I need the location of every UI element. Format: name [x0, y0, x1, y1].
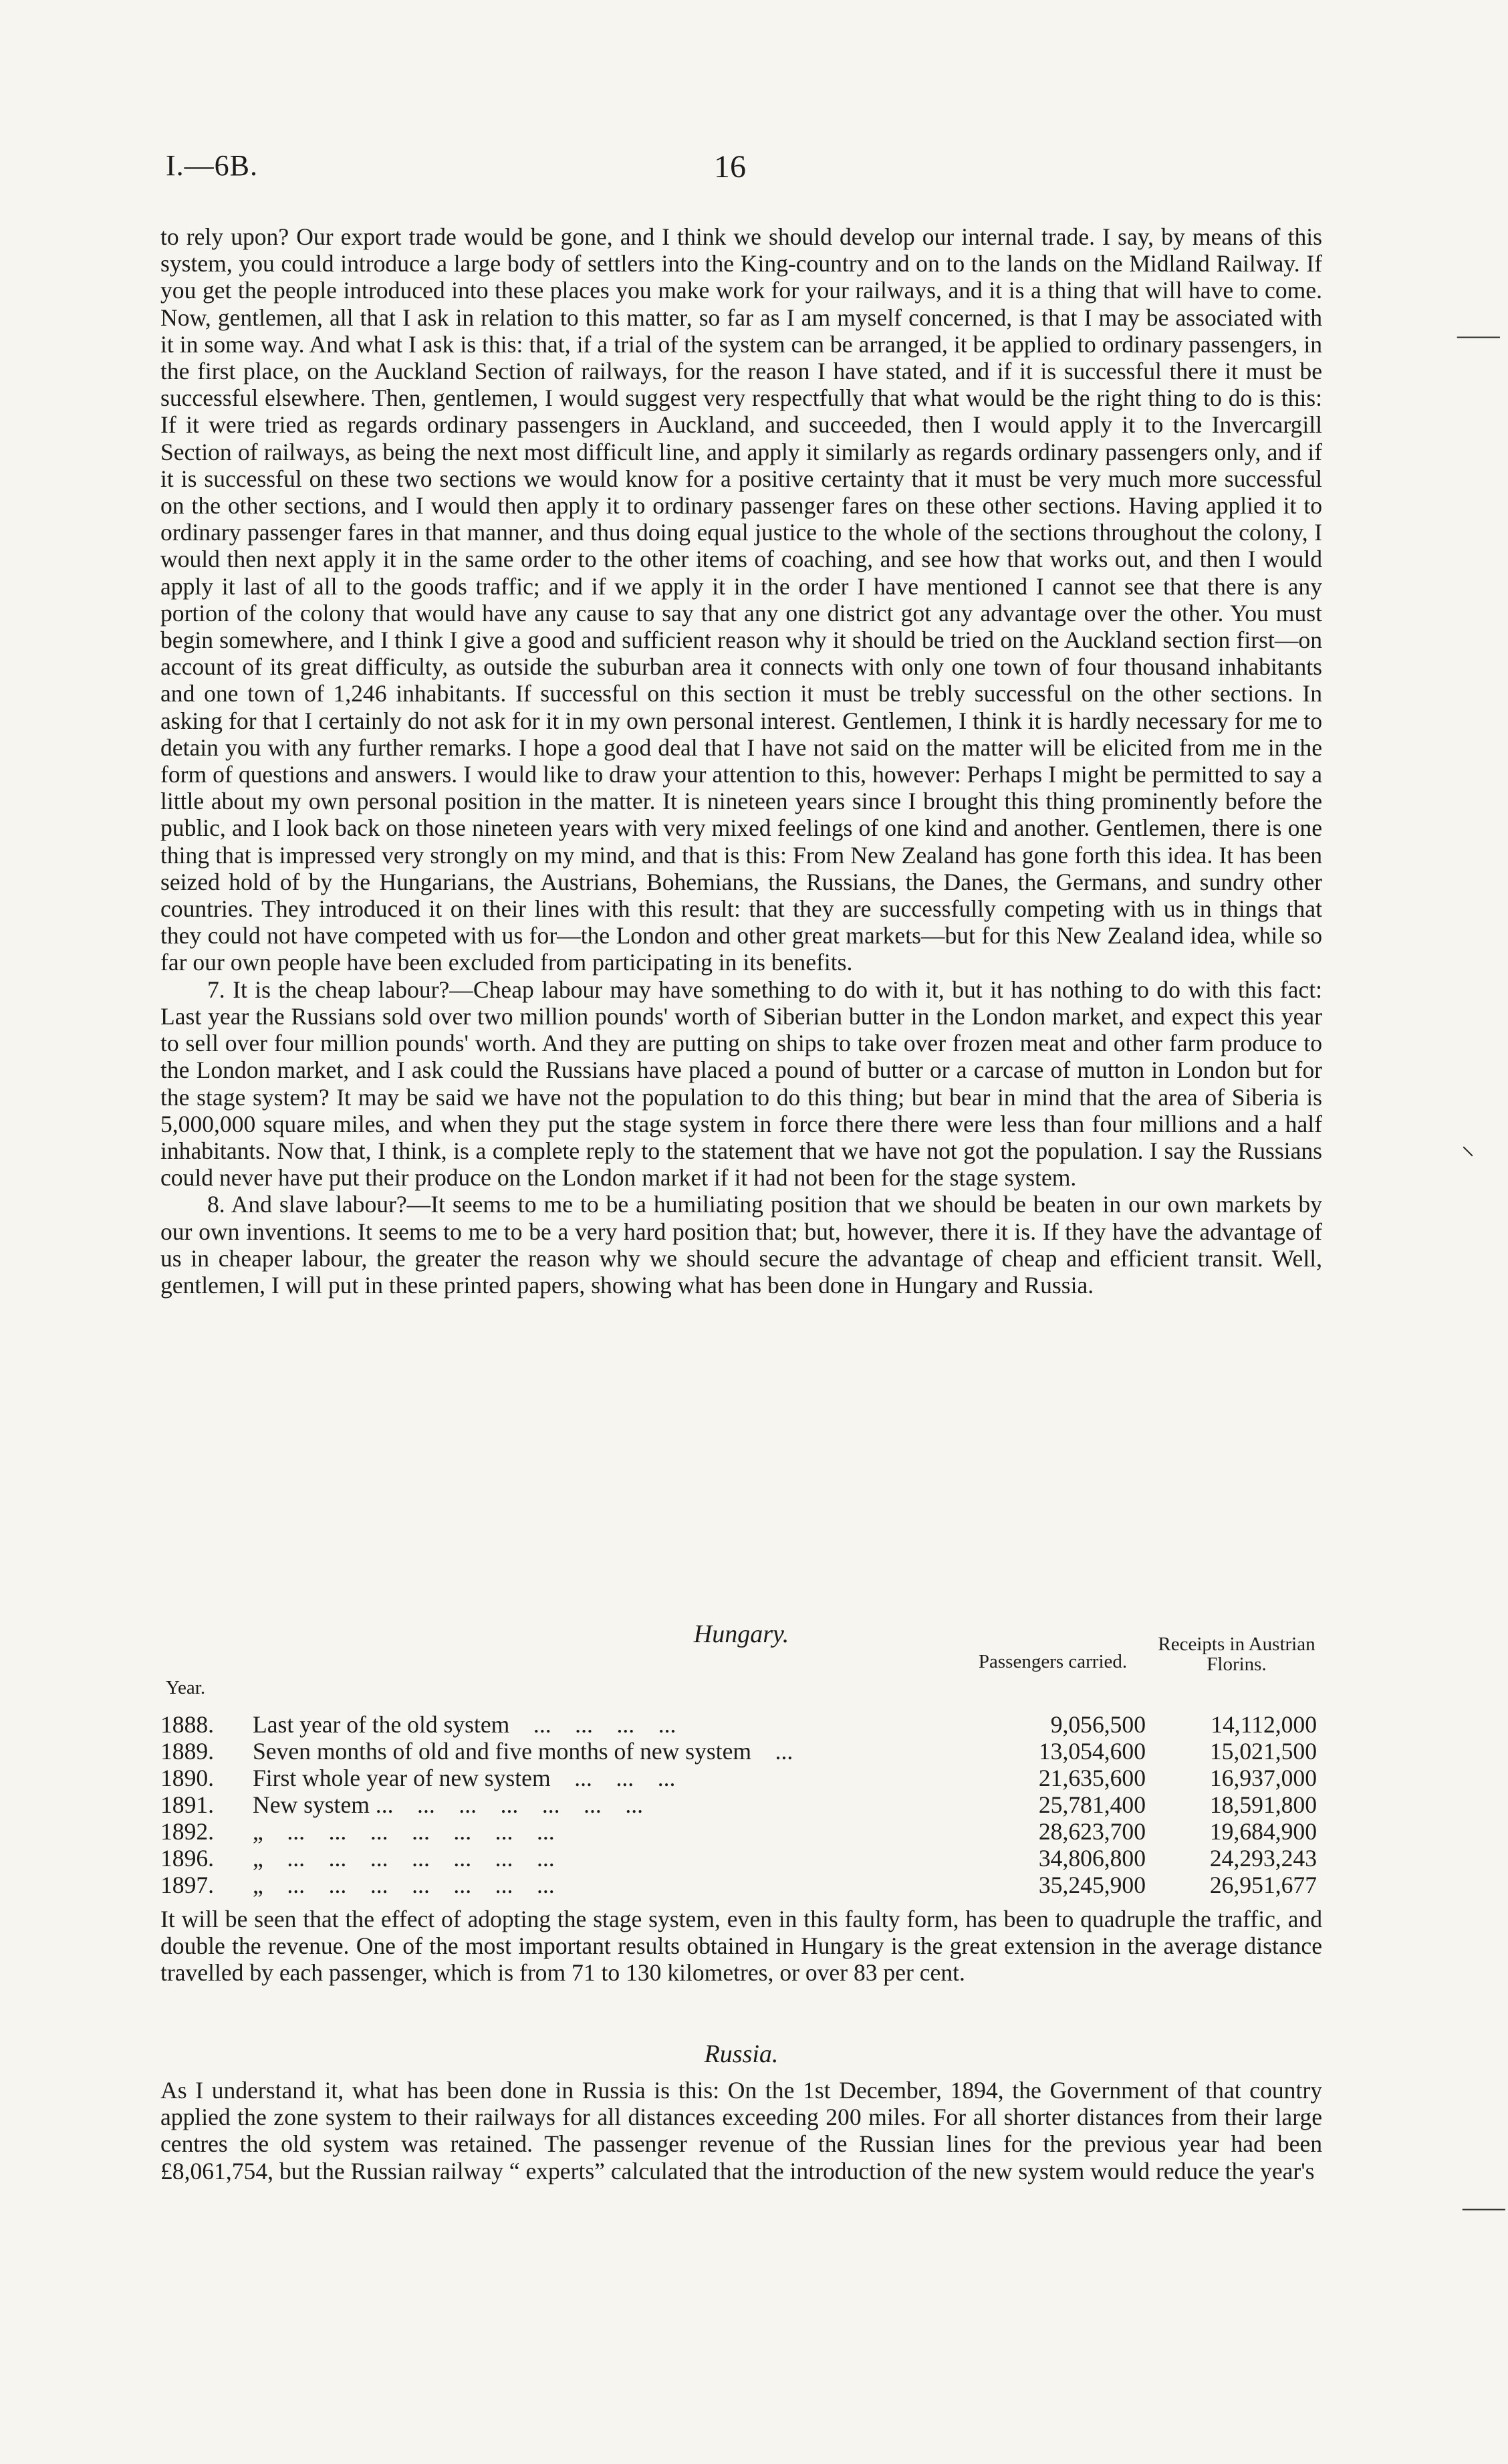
row-passengers: 25,781,400 — [1038, 1791, 1146, 1818]
row-year: 1889. — [160, 1738, 215, 1765]
paragraph-8: 8. And slave labour?—It seems to me to be a humiliating position that we should be beaten in our own markets by our own inventions. It seems to me to be a very hard position that; but, however, there it is. If they have the advantage of us in cheaper labour, the greater the reason why we should secure the advantage of cheap and efficient transit. Well, gentlemen, I will put in these printed papers, showing what has been done in Hungary and Russia. — [160, 1191, 1322, 1299]
row-year: 1897. — [160, 1872, 215, 1898]
row-description: First whole year of new system ... ... ... — [253, 1765, 676, 1791]
row-year: 1888. — [160, 1711, 215, 1738]
hungary-heading: Hungary. — [693, 1620, 789, 1648]
row-passengers: 28,623,700 — [1038, 1818, 1146, 1845]
row-description: „ ... ... ... ... ... ... ... — [253, 1845, 555, 1872]
table-row — [160, 1817, 1324, 1844]
page-number: 16 — [714, 149, 746, 185]
row-passengers: 35,245,900 — [1038, 1872, 1146, 1898]
margin-mark-icon: ⸺ — [1461, 2193, 1507, 2223]
row-receipts: 26,951,677 — [1209, 1872, 1317, 1898]
hungary-summary: It will be seen that the effect of adopting the stage system, even in this faulty form, has been to quadruple the traffic, and double the revenue. One of the most important results obtained in Hungary is the great extension in the average distance travelled by each passenger, which is from 71 to 130 kilometres, or over 83 per cent. — [160, 1906, 1322, 1987]
row-year: 1896. — [160, 1845, 215, 1872]
paragraph-continuation: to rely upon? Our export trade would be gone, and I think we should develop our internal trade. I say, by means of this system, you could introduce a large body of settlers into the King-country and on to the lands on the Midland Railway. If you get the people introduced into these places you make work for your railways, and it is a thing that will have to come. Now, gentlemen, all that I ask in relation to this matter, so far as I am myself concerned, is that I may be associated with it in some way. And what I ask is this: that, if a trial of the system can be arranged, it be applied to ordinary passengers, in the first place, on the Auckland Section of railways, for the reason I have stated, and if it is successful there it must be successful elsewhere. Then, gentlemen, I would suggest very respectfully that what would be the right thing to do is this: If it were tried as regards ordinary passengers in Auckland, and succeeded, then I would apply it to the Invercargill Section of railways, as being the next most difficult line, and apply it similarly as regards ordinary passengers only, and if it is successful on these two sections we would know for a positive certainty that it must be very much more successful on the other sections, and I would then apply it to ordinary passenger fares on these other sections. Having applied it to ordinary passenger fares in that manner, and thus doing equal justice to the whole of the sections throughout the colony, I would then next apply it in the same order to the other items of coaching, and see how that works out, and then I would apply it last of all to the goods traffic; and if we apply it in the order I have mentioned I cannot see that there is any portion of the colony that would have any cause to say that any one district got any advantage over the other. You must begin somewhere, and I think I give a good and sufficient reason why it should be tried on the Auckland section first—on account of its great difficulty, as outside the suburban area it connects with only one town of four thousand inhabitants and one town of 1,246 inhabitants. If successful on this section it must be trebly successful on the other sections. In asking for that I certainly do not ask for it in my own personal interest. Gentlemen, I think it is hardly necessary for me to detain you with any further remarks. I hope a good deal that I have not said on the matter will be elicited from me in the form of questions and answers. I would like to draw your attention to this, however: Perhaps I might be permitted to say a little about my own personal position in the matter. It is nineteen years since I brought this thing prominently before the public, and I look back on those nineteen years with very mixed feelings of one kind and another. Gentlemen, there is one thing that is impressed very strongly on my mind, and that is this: From New Zealand has gone forth this idea. It has been seized hold of by the Hungarians, the Austrians, Bohemians, the Russians, the Danes, the Germans, and sundry other countries. They introduced it on their lines with this result: that they are successfully competing with us in things that they could not have competed with us for—the London and other great markets—but for this New Zealand idea, while so far our own people have been excluded from participating in its benefits. — [160, 223, 1322, 976]
row-receipts: 14,112,000 — [1211, 1711, 1317, 1738]
margin-mark-icon: ⸺ — [1456, 320, 1501, 350]
row-receipts: 19,684,900 — [1209, 1818, 1317, 1845]
row-year: 1891. — [160, 1791, 215, 1818]
row-description: Last year of the old system ... ... ... ... — [253, 1711, 676, 1738]
table-row — [160, 1791, 1324, 1817]
row-description: „ ... ... ... ... ... ... ... — [253, 1818, 555, 1845]
table-row — [160, 1844, 1324, 1871]
table-row — [160, 1737, 1324, 1764]
body-text — [160, 223, 1322, 1299]
row-passengers: 9,056,500 — [1050, 1711, 1146, 1738]
paragraph-7: 7. It is the cheap labour?—Cheap labour may have something to do with it, but it has nothing to do with this fact: Last year the Russians sold over two million pounds' worth of Siberian butter in the London market, and expect this year to sell over four million pounds' worth. And they are putting on ships to take over frozen meat and other farm produce to the London market, and I ask could the Russians have placed a pound of butter or a carcase of mutton in London but for the stage system? It may be said we have not the population to do this thing; but bear in mind that the area of Siberia is 5,000,000 square miles, and when they put the stage system in force there there were less than four millions and a half inhabitants. Now that, I think, is a complete reply to the statement that we have not got the population. I say the Russians could never have put their produce on the London market if it had not been for the stage system. — [160, 976, 1322, 1192]
row-description: Seven months of old and five months of new system ... — [253, 1738, 793, 1765]
russia-heading: Russia. — [704, 2040, 779, 2068]
column-header-receipts: Receipts in Austrian Florins. — [1158, 1634, 1315, 1675]
row-description: New system ... ... ... ... ... ... ... — [253, 1791, 644, 1818]
row-passengers: 34,806,800 — [1038, 1845, 1146, 1872]
row-year: 1890. — [160, 1765, 215, 1791]
row-year: 1892. — [160, 1818, 215, 1845]
table-row — [160, 1871, 1324, 1898]
row-passengers: 13,054,600 — [1038, 1738, 1146, 1765]
column-header-passengers: Passengers carried. — [978, 1651, 1128, 1672]
margin-mark-icon: ⸌ — [1461, 1141, 1475, 1171]
row-passengers: 21,635,600 — [1038, 1765, 1146, 1791]
column-header-year: Year. — [166, 1677, 206, 1698]
table-row — [160, 1710, 1324, 1737]
row-description: „ ... ... ... ... ... ... ... — [253, 1872, 555, 1898]
row-receipts: 24,293,243 — [1209, 1845, 1317, 1872]
row-receipts: 15,021,500 — [1209, 1738, 1317, 1765]
russia-paragraph: As I understand it, what has been done in Russia is this: On the 1st December, 1894, the Government of that country applied the zone system to their railways for all distances exceeding 200 miles. For all shorter distances from their large centres the old system was retained. The passenger revenue of the Russian lines for the previous year had been £8,061,754, but the Russian railway “ experts” calculated that the introduction of the new system would reduce the year's — [160, 2077, 1322, 2185]
row-receipts: 16,937,000 — [1209, 1765, 1317, 1791]
document-reference: I.—6B. — [166, 149, 258, 182]
table-row — [160, 1764, 1324, 1791]
row-receipts: 18,591,800 — [1209, 1791, 1317, 1818]
